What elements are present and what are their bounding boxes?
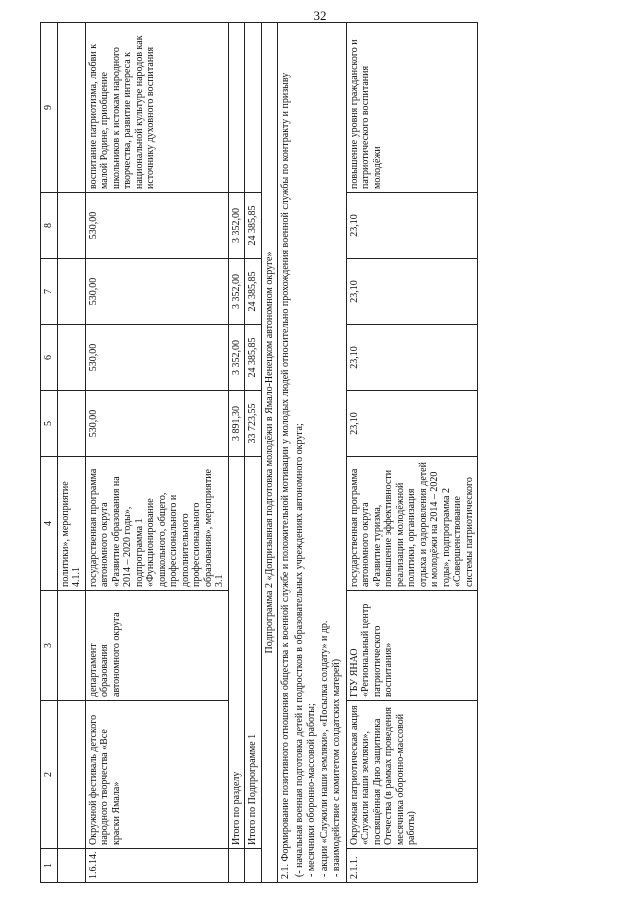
value-col5: 23,10: [346, 390, 478, 456]
measure-name: Окружная патриотическая акция «Служили наши земляки», посвящённая Дню защитника Отечества (в рамках проведения месячника оборонно-массовой работы): [346, 700, 478, 848]
value-col7: 23,10: [346, 258, 478, 324]
section-total-row: [228, 22, 245, 882]
expected-result: повышение уровня гражданского и патриотического воспитания молодёжи: [346, 22, 478, 192]
note-line: - взаимодействие с комитетом солдатских матерей): [331, 658, 342, 877]
column-number: 2: [41, 700, 58, 848]
section21-notes: [294, 26, 343, 879]
executor: ГБУ ЯНАО «Региональный центр патриотического воспитания»: [346, 590, 478, 700]
subprogram2-title-row: [261, 22, 278, 882]
program-reference: государственная программа автономного округа «Развитие образования на 2014 – 2020 годы», подпрограмма 1 «Функционирование дошкольного, общего, профессионального и дополнительного профессионального образования», мероприятие 3.1: [85, 456, 228, 590]
table-row-continuation: [57, 22, 85, 882]
page-number: 32: [313, 8, 327, 23]
row-number: 1.6.14.: [85, 848, 228, 882]
row-number: 2.1.1.: [346, 848, 478, 882]
measure-name: Окружной фестиваль детского народного творчества «Все краски Ямала»: [85, 700, 228, 848]
column-number: 7: [41, 258, 58, 324]
column-number: 4: [41, 456, 58, 590]
value-col6: 23,10: [346, 324, 478, 390]
program-reference: государственная программа автономного округа «Развитие туризма, повышение эффективности реализации молодёжной политики, организация отдыха и оздоровления детей и молодёжи на 2014 – 2020 годы», подпрограмма 2 «Совершенствование системы патриотического: [346, 456, 478, 590]
column-number: 5: [41, 390, 58, 456]
section-total-col6: 3 352,00: [228, 324, 245, 390]
note-line: - месячники оборонно-массовой работы;: [306, 702, 317, 877]
value-col8: 530,00: [85, 192, 228, 258]
note-line: - акции «Служили наши земляки», «Посылка солдату» и др.: [318, 620, 330, 877]
column-number: 1: [41, 848, 58, 882]
column-number-row: [41, 22, 58, 882]
value-col5: 530,00: [85, 390, 228, 456]
note-line: (- начальная военная подготовка детей и подростков в образовательных учреждениях автономного округа;: [293, 422, 305, 877]
subprogram-total-col8: 24 385,85: [245, 192, 262, 258]
section-total-col5: 3 891,30: [228, 390, 245, 456]
column-number: 3: [41, 590, 58, 700]
column-number: 8: [41, 192, 58, 258]
measures-table: [40, 22, 478, 883]
section21-heading: 2.1. Формирование позитивного отношения общества к военной службе и положительной мотивации у молодых людей относительно прохождения военной службы по контракту и призыву: [280, 72, 291, 879]
subprogram-total-label: Итого по Подпрограмме 1: [245, 456, 262, 848]
subprogram-total-col7: 24 385,85: [245, 258, 262, 324]
landscape-sheet: [40, 23, 600, 883]
value-col6: 530,00: [85, 324, 228, 390]
table-row-2-1-1: [346, 22, 478, 882]
subprogram-total-col6: 24 385,85: [245, 324, 262, 390]
executor: департамент образования автономного округа: [85, 590, 228, 700]
subprogram2-title: Подпрограмма 2 «Допризывная подготовка молодёжи в Ямало-Ненецком автономном округе»: [261, 22, 278, 882]
program-cell-continuation: политики», мероприятие 4.1.1: [57, 456, 85, 590]
section-total-col8: 3 352,00: [228, 192, 245, 258]
expected-result: воспитание патриотизма, любви к малой Родине, приобщение школьников к истокам народного творчества, развитие интереса к национальной культуре народов как источнику духовного воспитания: [85, 22, 228, 192]
column-number: 6: [41, 324, 58, 390]
table-row-1-6-14: [85, 22, 228, 882]
section-total-col7: 3 352,00: [228, 258, 245, 324]
subprogram-total-col5: 33 723,55: [245, 390, 262, 456]
section21-title-row: [278, 22, 347, 882]
column-number: 9: [41, 22, 58, 192]
section-total-label: Итого по разделу: [228, 456, 245, 848]
section21-title: [278, 22, 347, 882]
subprogram-total-row: [245, 22, 262, 882]
value-col7: 530,00: [85, 258, 228, 324]
value-col8: 23,10: [346, 192, 478, 258]
